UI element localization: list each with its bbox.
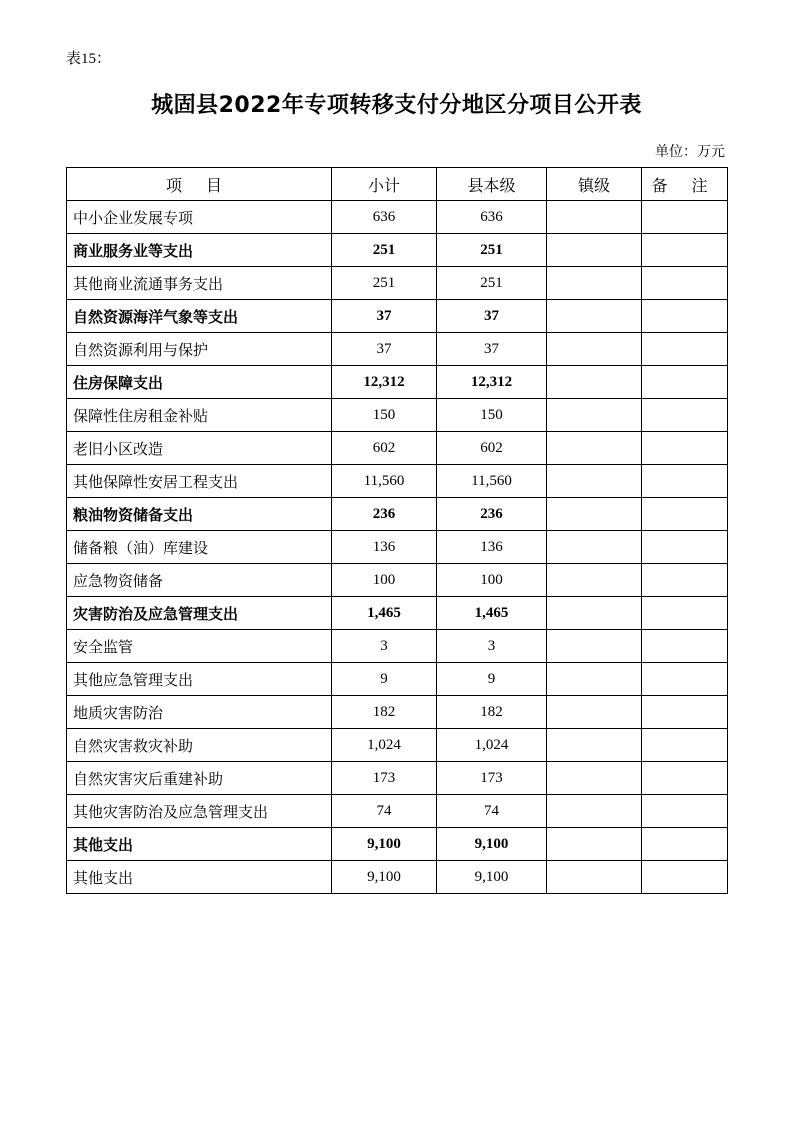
cell-item: 自然灾害救灾补助 <box>67 729 332 762</box>
table-row <box>67 531 728 564</box>
cell-note <box>642 498 728 531</box>
cell-county-level: 37 <box>437 300 547 333</box>
cell-town-level <box>547 696 642 729</box>
cell-town-level <box>547 498 642 531</box>
cell-subtotal: 37 <box>332 333 437 366</box>
cell-note <box>642 696 728 729</box>
cell-item: 安全监管 <box>67 630 332 663</box>
cell-note <box>642 300 728 333</box>
table-row <box>67 861 728 894</box>
cell-subtotal: 251 <box>332 234 437 267</box>
cell-county-level: 9,100 <box>437 828 547 861</box>
cell-county-level: 1,465 <box>437 597 547 630</box>
cell-subtotal: 1,465 <box>332 597 437 630</box>
cell-item: 应急物资储备 <box>67 564 332 597</box>
cell-town-level <box>547 729 642 762</box>
cell-town-level <box>547 399 642 432</box>
table-row <box>67 465 728 498</box>
cell-note <box>642 333 728 366</box>
cell-town-level <box>547 300 642 333</box>
unit-note: 单位：万元 <box>655 145 725 160</box>
cell-note <box>642 828 728 861</box>
table-row <box>67 597 728 630</box>
cell-note <box>642 630 728 663</box>
cell-note <box>642 465 728 498</box>
cell-county-level: 173 <box>437 762 547 795</box>
cell-town-level <box>547 828 642 861</box>
cell-subtotal: 182 <box>332 696 437 729</box>
cell-note <box>642 861 728 894</box>
column-header-note: 备 注 <box>642 168 728 201</box>
cell-town-level <box>547 201 642 234</box>
cell-item: 灾害防治及应急管理支出 <box>67 597 332 630</box>
cell-county-level: 150 <box>437 399 547 432</box>
cell-town-level <box>547 531 642 564</box>
cell-town-level <box>547 762 642 795</box>
cell-note <box>642 729 728 762</box>
cell-note <box>642 531 728 564</box>
cell-item: 住房保障支出 <box>67 366 332 399</box>
cell-item: 其他支出 <box>67 828 332 861</box>
cell-subtotal: 100 <box>332 564 437 597</box>
cell-county-level: 74 <box>437 795 547 828</box>
cell-town-level <box>547 432 642 465</box>
cell-subtotal: 251 <box>332 267 437 300</box>
table-label: 表15： <box>66 51 112 67</box>
table-header-row <box>67 168 728 201</box>
column-header-subtotal: 小计 <box>332 168 437 201</box>
cell-item: 其他商业流通事务支出 <box>67 267 332 300</box>
table-row <box>67 234 728 267</box>
table-row <box>67 267 728 300</box>
table-row <box>67 795 728 828</box>
cell-subtotal: 602 <box>332 432 437 465</box>
cell-town-level <box>547 597 642 630</box>
cell-town-level <box>547 465 642 498</box>
cell-subtotal: 11,560 <box>332 465 437 498</box>
table-row <box>67 432 728 465</box>
cell-town-level <box>547 366 642 399</box>
cell-town-level <box>547 861 642 894</box>
cell-item: 商业服务业等支出 <box>67 234 332 267</box>
cell-note <box>642 795 728 828</box>
cell-town-level <box>547 267 642 300</box>
cell-item: 其他应急管理支出 <box>67 663 332 696</box>
cell-subtotal: 173 <box>332 762 437 795</box>
cell-subtotal: 150 <box>332 399 437 432</box>
cell-note <box>642 267 728 300</box>
cell-subtotal: 74 <box>332 795 437 828</box>
cell-note <box>642 234 728 267</box>
cell-note <box>642 366 728 399</box>
cell-subtotal: 9,100 <box>332 828 437 861</box>
cell-town-level <box>547 630 642 663</box>
table-row <box>67 366 728 399</box>
cell-county-level: 251 <box>437 267 547 300</box>
cell-note <box>642 762 728 795</box>
cell-county-level: 3 <box>437 630 547 663</box>
cell-town-level <box>547 795 642 828</box>
cell-note <box>642 663 728 696</box>
table-row <box>67 399 728 432</box>
cell-subtotal: 37 <box>332 300 437 333</box>
cell-subtotal: 12,312 <box>332 366 437 399</box>
table-row <box>67 300 728 333</box>
table-row <box>67 333 728 366</box>
table-row <box>67 696 728 729</box>
cell-town-level <box>547 564 642 597</box>
cell-subtotal: 236 <box>332 498 437 531</box>
cell-item: 其他保障性安居工程支出 <box>67 465 332 498</box>
cell-subtotal: 636 <box>332 201 437 234</box>
table-row <box>67 762 728 795</box>
cell-subtotal: 9 <box>332 663 437 696</box>
page-title: 城固县2022年专项转移支付分地区分项目公开表 <box>151 93 642 118</box>
cell-note <box>642 399 728 432</box>
column-header-town: 镇级 <box>547 168 642 201</box>
cell-county-level: 1,024 <box>437 729 547 762</box>
cell-town-level <box>547 234 642 267</box>
table-row <box>67 630 728 663</box>
cell-subtotal: 1,024 <box>332 729 437 762</box>
cell-item: 储备粮（油）库建设 <box>67 531 332 564</box>
cell-item: 粮油物资储备支出 <box>67 498 332 531</box>
cell-county-level: 182 <box>437 696 547 729</box>
cell-county-level: 12,312 <box>437 366 547 399</box>
cell-note <box>642 432 728 465</box>
cell-item: 中小企业发展专项 <box>67 201 332 234</box>
cell-county-level: 9 <box>437 663 547 696</box>
cell-county-level: 9,100 <box>437 861 547 894</box>
cell-subtotal: 3 <box>332 630 437 663</box>
table-row <box>67 828 728 861</box>
cell-item: 保障性住房租金补贴 <box>67 399 332 432</box>
table-row <box>67 663 728 696</box>
cell-item: 地质灾害防治 <box>67 696 332 729</box>
table-row <box>67 201 728 234</box>
cell-note <box>642 597 728 630</box>
column-header-county: 县本级 <box>437 168 547 201</box>
cell-note <box>642 564 728 597</box>
cell-item: 老旧小区改造 <box>67 432 332 465</box>
cell-county-level: 251 <box>437 234 547 267</box>
table-body <box>67 201 728 894</box>
cell-item: 自然资源利用与保护 <box>67 333 332 366</box>
cell-item: 其他支出 <box>67 861 332 894</box>
cell-county-level: 11,560 <box>437 465 547 498</box>
table-row <box>67 729 728 762</box>
cell-item: 自然灾害灾后重建补助 <box>67 762 332 795</box>
cell-county-level: 602 <box>437 432 547 465</box>
cell-note <box>642 201 728 234</box>
cell-town-level <box>547 333 642 366</box>
budget-table <box>66 167 728 894</box>
cell-county-level: 37 <box>437 333 547 366</box>
table-row <box>67 564 728 597</box>
cell-town-level <box>547 663 642 696</box>
cell-county-level: 136 <box>437 531 547 564</box>
column-header-item: 项 目 <box>67 168 332 201</box>
table-row <box>67 498 728 531</box>
cell-subtotal: 9,100 <box>332 861 437 894</box>
cell-item: 其他灾害防治及应急管理支出 <box>67 795 332 828</box>
cell-county-level: 100 <box>437 564 547 597</box>
cell-subtotal: 136 <box>332 531 437 564</box>
cell-county-level: 236 <box>437 498 547 531</box>
cell-item: 自然资源海洋气象等支出 <box>67 300 332 333</box>
cell-county-level: 636 <box>437 201 547 234</box>
